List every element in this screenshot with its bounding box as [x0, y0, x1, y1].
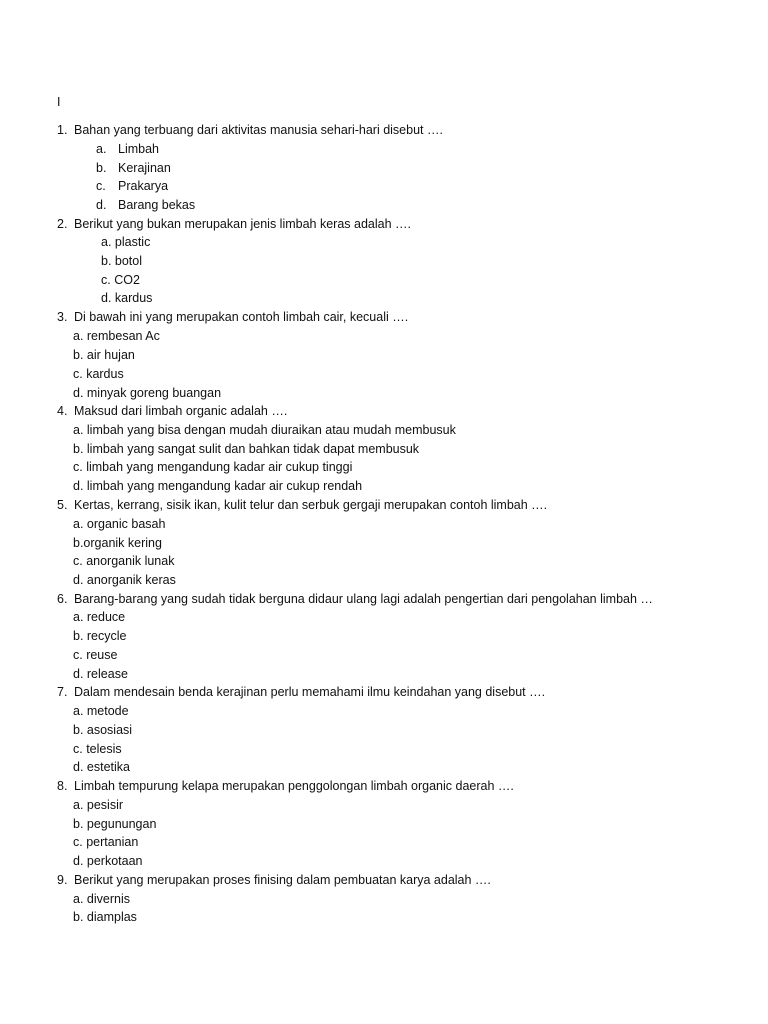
question-number: 6. — [57, 592, 68, 606]
option-text: Barang bekas — [118, 198, 196, 212]
text-cursor: I — [57, 95, 61, 109]
question-text: Berikut yang bukan merupakan jenis limbah keras adalah …. — [74, 217, 411, 231]
option-letter: d. — [96, 198, 107, 212]
option-letter: b. — [96, 161, 107, 175]
question-3 — [0, 308, 768, 327]
option-text: Kerajinan — [118, 161, 171, 175]
option-letter: c. — [96, 179, 106, 193]
option-4a: a. limbah yang bisa dengan mudah diuraikan atau mudah membusuk — [73, 423, 456, 437]
option-5d: d. anorganik keras — [73, 573, 176, 587]
option-2b: b. botol — [101, 254, 143, 268]
question-number: 8. — [57, 779, 68, 793]
option-text: Prakarya — [118, 179, 169, 193]
option-6d: d. release — [73, 667, 128, 681]
option-8b: b. pegunungan — [73, 817, 157, 831]
option-2d: d. kardus — [101, 291, 153, 305]
option-4d: d. limbah yang mengandung kadar air cukup rendah — [73, 479, 363, 493]
option-8d: d. perkotaan — [73, 854, 143, 868]
option-6c: c. reuse — [73, 648, 118, 662]
question-number: 7. — [57, 685, 68, 699]
option-4c: c. limbah yang mengandung kadar air cukup tinggi — [73, 460, 353, 474]
question-1 — [0, 121, 768, 140]
option-7a: a. metode — [73, 704, 129, 718]
option-5a: a. organic basah — [73, 517, 166, 531]
question-text: Bahan yang terbuang dari aktivitas manusia sehari-hari disebut …. — [74, 123, 443, 137]
option-7c: c. telesis — [73, 742, 122, 756]
option-2a: a. plastic — [101, 235, 151, 249]
question-number: 5. — [57, 498, 68, 512]
question-4 — [0, 402, 768, 421]
option-6b: b. recycle — [73, 629, 127, 643]
question-5 — [0, 496, 768, 515]
question-number: 9. — [57, 873, 68, 887]
option-7d: d. estetika — [73, 760, 130, 774]
question-2 — [0, 215, 768, 234]
option-8a: a. pesisir — [73, 798, 124, 812]
question-number: 1. — [57, 123, 68, 137]
question-text: Kertas, kerrang, sisik ikan, kulit telur dan serbuk gergaji merupakan contoh limbah …. — [74, 498, 548, 512]
question-6 — [0, 590, 768, 609]
option-7b: b. asosiasi — [73, 723, 133, 737]
question-9 — [0, 871, 768, 890]
question-number: 3. — [57, 310, 68, 324]
question-text: Barang-barang yang sudah tidak berguna didaur ulang lagi adalah pengertian dari pengolahan limbah … — [74, 592, 653, 606]
option-5c: c. anorganik lunak — [73, 554, 175, 568]
question-number: 4. — [57, 404, 68, 418]
option-8c: c. pertanian — [73, 835, 139, 849]
question-text: Limbah tempurung kelapa merupakan penggolongan limbah organic daerah …. — [74, 779, 514, 793]
option-text: Limbah — [118, 142, 159, 156]
option-9b: b. diamplas — [73, 910, 137, 924]
option-9a: a. divernis — [73, 892, 130, 906]
option-5b: b.organik kering — [73, 536, 162, 550]
option-3a: a. rembesan Ac — [73, 329, 160, 343]
question-number: 2. — [57, 217, 68, 231]
option-letter: a. — [96, 142, 107, 156]
option-6a: a. reduce — [73, 610, 126, 624]
option-2c: c. CO2 — [101, 273, 140, 287]
option-3d: d. minyak goreng buangan — [73, 386, 222, 400]
question-8 — [0, 777, 768, 796]
option-3c: c. kardus — [73, 367, 124, 381]
question-text: Dalam mendesain benda kerajinan perlu memahami ilmu keindahan yang disebut …. — [74, 685, 546, 699]
question-7 — [0, 683, 768, 702]
option-3b: b. air hujan — [73, 348, 135, 362]
option-4b: b. limbah yang sangat sulit dan bahkan tidak dapat membusuk — [73, 442, 420, 456]
question-text: Maksud dari limbah organic adalah …. — [74, 404, 288, 418]
question-text: Di bawah ini yang merupakan contoh limbah cair, kecuali …. — [74, 310, 409, 324]
question-text: Berikut yang merupakan proses finising dalam pembuatan karya adalah …. — [74, 873, 491, 887]
